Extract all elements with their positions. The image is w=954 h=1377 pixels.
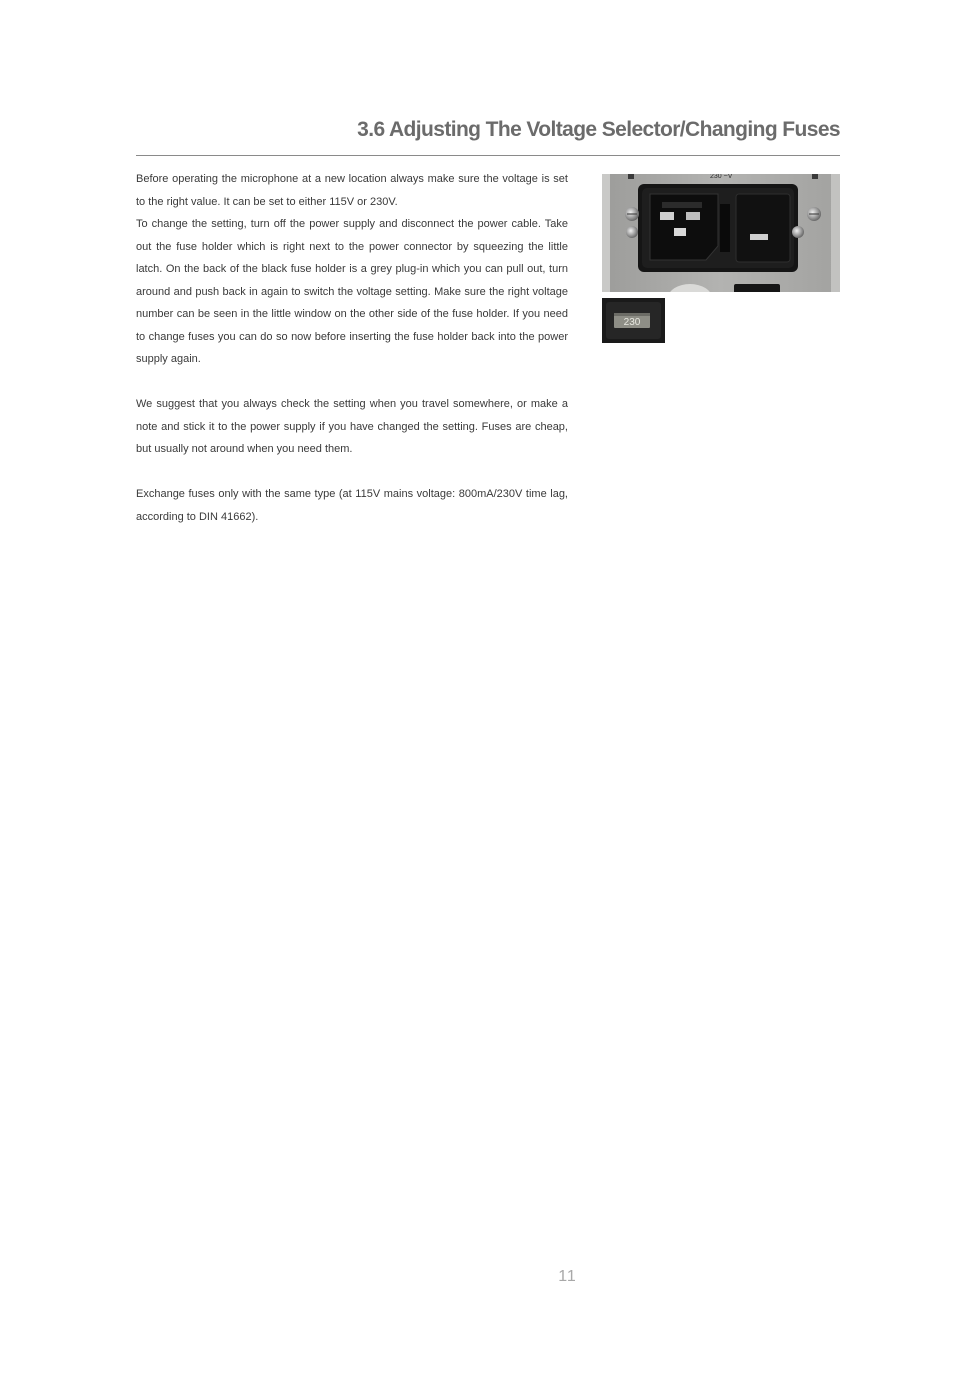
power-inlet-image <box>602 174 840 292</box>
voltage-window-photo <box>602 298 665 343</box>
voltage-reading: 230 <box>623 317 641 328</box>
panel-voltage-marking: 230 ~V <box>710 174 733 180</box>
body-text <box>136 168 568 528</box>
section-title: 3.6 Adjusting The Voltage Selector/Changing Fuses <box>357 118 840 141</box>
voltage-window-image <box>602 298 665 343</box>
paragraph-fuse-type: Exchange fuses only with the same type (at 115V mains voltage: 800mA/230V time lag, according to DIN 41662). <box>136 488 568 523</box>
power-inlet-photo <box>602 174 840 292</box>
paragraph-travel-advice: We suggest that you always check the setting when you travel somewhere, or make a note and stick it to the power supply if you have changed the setting. Fuses are cheap, but usually not around when you need them. <box>136 398 568 455</box>
paragraph-voltage-check: Before operating the microphone at a new location always make sure the voltage is set to the right value. It can be set to either 115V or 230V. <box>136 173 568 208</box>
title-divider <box>136 155 840 156</box>
page-number: 11 <box>558 1268 577 1285</box>
paragraph-change-setting: To change the setting, turn off the power supply and disconnect the power cable. Take out the fuse holder which is right next to the power connector by squeezing the little latch. On the back of the black fuse holder is a grey plug-in which you can pull out, turn around and push back in again to switch the voltage setting. Make sure the right voltage number can be seen in the little window on the other side of the fuse holder. If you need to change fuses you can do so now before inserting the fuse holder back into the power supply again. <box>136 218 568 365</box>
